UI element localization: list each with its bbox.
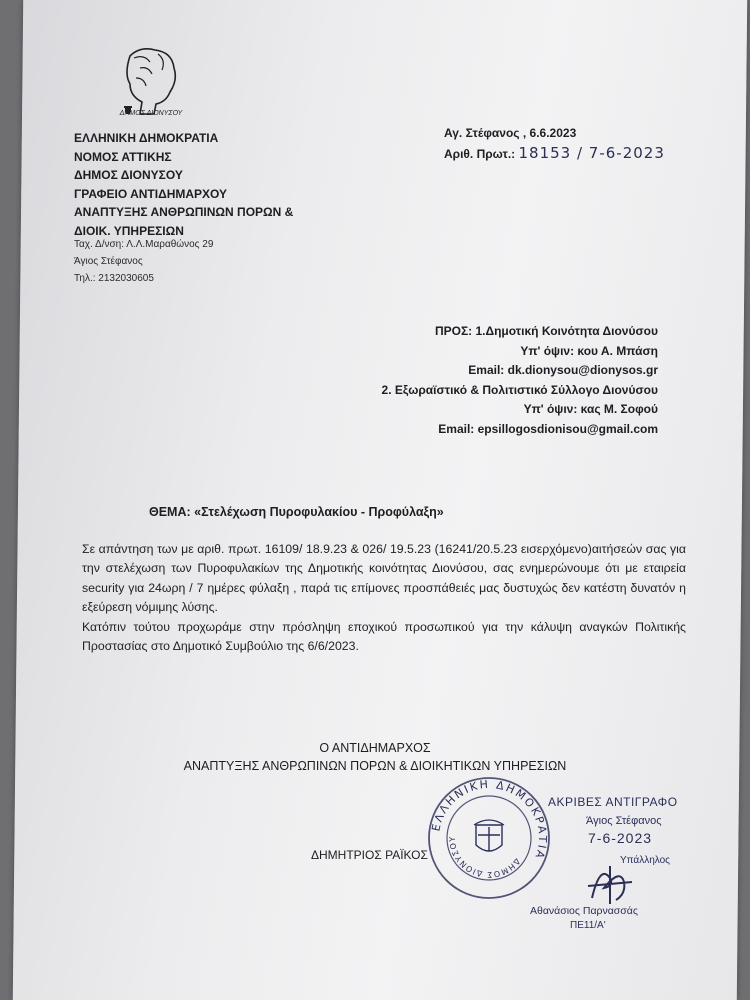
address-line: Άγιος Στέφανος [74,256,143,267]
handwritten-signature-icon [580,858,640,908]
body-paragraph: Κατόπιν τούτου προχωράμε στην πρόσληψη εποχικού προσωπικού για την κάλυψη αναγκών Πολιτικής Προστασίας στο Δημοτικό Συμβούλιο της 6/6/2023. [82,619,686,654]
body-paragraph: Σε απάντηση των με αριθ. πρωτ. 16109/ 18.9.23 & 026/ 19.5.23 (16241/20.5.23 εισερχόμενο)αιτήσεών σας για την στελέχωση των Πυροφυλακίων της Δημοτικής κοινότητας Διονύσου, σας ενημερώνουμε ότι με εταιρεία security για 24ωρη / 7 ημέρες φύλαξη , παρά τις επίμονες προσπάθειές μας δυστυχώς δεν κατέστη δυνατόν η εξεύρεση νόμιμης λύσης. [82,542,686,615]
recipients-block [238,322,658,439]
header-line: ΓΡΑΦΕΙΟ ΑΝΤΙΔΗΜΑΡΧΟΥ [74,186,228,201]
logo-caption: ΔΗΜΟΣ ΔΙΟΝΥΣΟΥ [119,110,183,117]
seal-outer-text: ΕΛΛΗΝΙΚΗ ΔΗΜΟΚΡΑΤΙΑ [429,777,550,862]
header-line: ΔΙΟΙΚ. ΥΠΗΡΕΣΙΩΝ [74,223,184,238]
svg-text:ΔΗΜΟΣ ΔΙΟΝΥΣΟΥ [448,836,522,879]
signatory-department: ΑΝΑΠΤΥΞΗΣ ΑΝΘΡΩΠΙΝΩΝ ΠΟΡΩΝ & ΔΙΟΙΚΗΤΙΚΩΝ ΥΠΗΡΕΣΙΩΝ [183,759,567,773]
recipient-line: Υπ' όψιν: κας Μ. Σοφού [523,402,658,416]
header-line: ΑΝΑΠΤΥΞΗΣ ΑΝΘΡΩΠΙΝΩΝ ΠΟΡΩΝ & [74,205,294,219]
certified-copy-stamp: ΑΚΡΙΒΕΣ ΑΝΤΙΓΡΑΦΟ [548,795,678,809]
protocol-number-handwritten: 18153 / 7-6-2023 [518,144,665,162]
recipient-line: Υπ' όψιν: κου Α. Μπάση [520,343,658,358]
address-line: Τηλ.: 2132030605 [74,273,154,284]
recipient-line: ΠΡΟΣ: 1.Δημοτική Κοινότητα Διονύσου [434,324,658,338]
recipient-line: Email: epsillogosdionisou@gmail.com [438,421,658,436]
issuer-header [74,129,293,240]
certified-copy-place: Άγιος Στέφανος [586,815,662,827]
certified-copy-date: 7-6-2023 [588,830,653,846]
signatory-title: Ο ΑΝΤΙΔΗΜΑΡΧΟΣ [319,741,431,755]
seal-inner-text: ΔΗΜΟΣ ΔΙΟΝΥΣΟΥ [447,835,522,880]
issuer-address [74,236,213,287]
date-block [444,123,665,164]
certified-copy-name: Αθανάσιος Παρνασσάς [530,905,638,917]
header-line: ΕΛΛΗΝΙΚΗ ΔΗΜΟΚΡΑΤΙΑ [74,131,219,145]
recipient-line: Email: dk.dionysou@dionysos.gr [468,363,658,377]
certified-copy-grade: ΠΕ11/Α' [570,920,606,931]
protocol-line [444,143,665,164]
protocol-label: Αριθ. Πρωτ.: [444,147,516,161]
signatory-name: ΔΗΜΗΤΡΙΟΣ ΡΑΪΚΟΣ [311,848,428,862]
place-date: Αγ. Στέφανος , 6.6.2023 [444,126,577,140]
header-line: ΔΗΜΟΣ ΔΙΟΝΥΣΟΥ [74,168,183,182]
subject-line: ΘΕΜΑ: «Στελέχωση Πυροφυλακίου - Προφύλαξη» [149,505,444,519]
address-line: Ταχ. Δ/νση: Λ.Λ.Μαραθώνος 29 [74,239,214,250]
recipient-line: 2. Εξωραϊστικό & Πολιτιστικό Σύλλογο Διονύσου [381,382,658,397]
certified-copy-role: Υπάλληλος [620,855,670,866]
header-line: ΝΟΜΟΣ ΑΤΤΙΚΗΣ [74,149,172,164]
letter-body [82,540,686,656]
municipal-seal-icon [426,775,552,901]
